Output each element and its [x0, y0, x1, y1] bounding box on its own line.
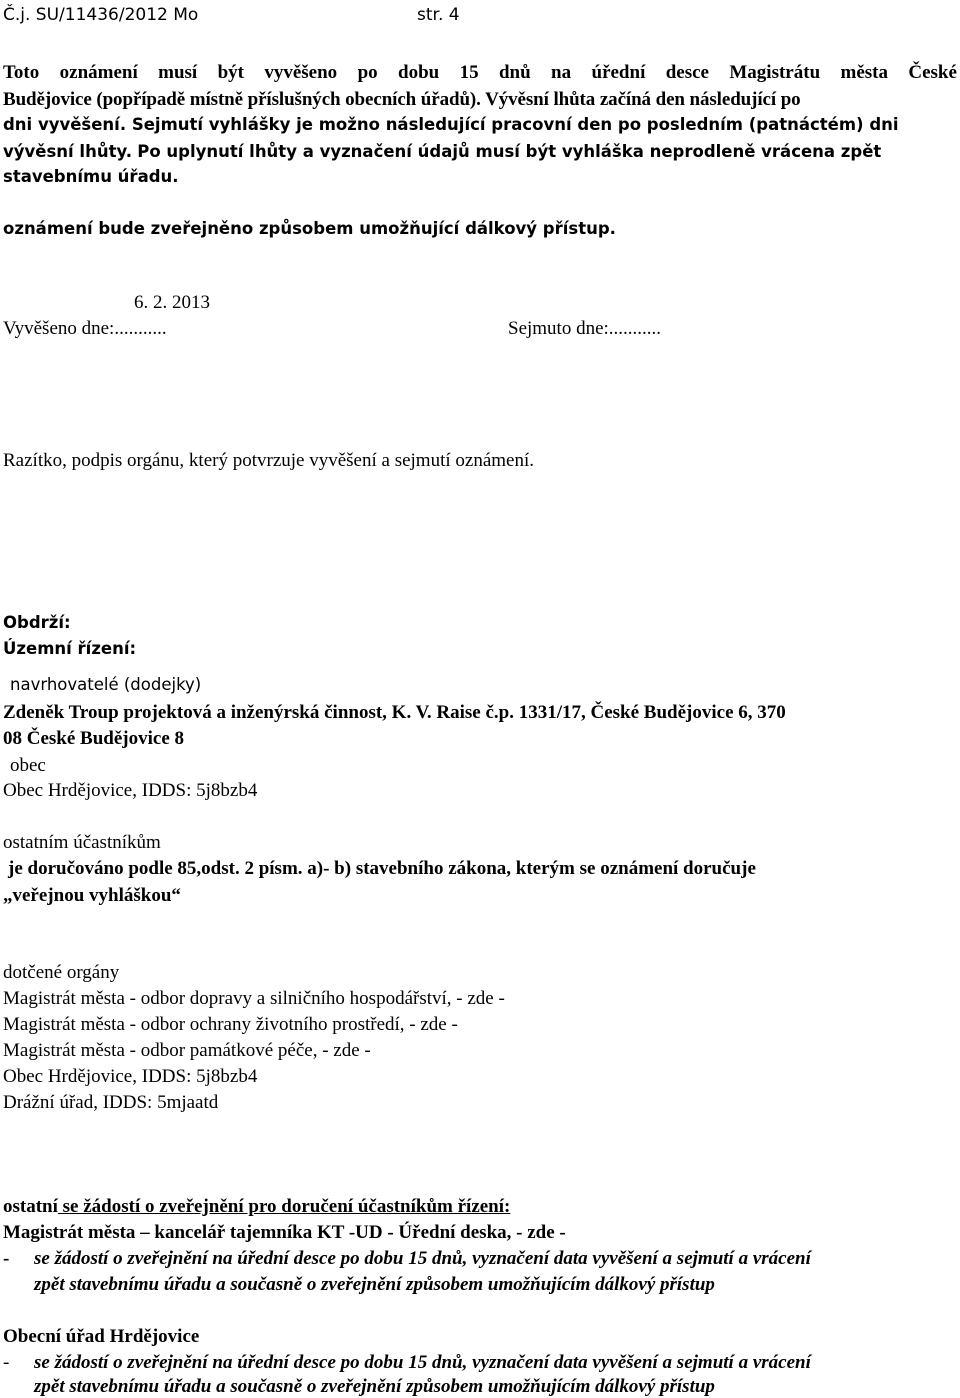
posted-label: Vyvěšeno dne:...........	[3, 318, 167, 339]
municipality-label: obec	[10, 755, 46, 776]
notice-word: České	[908, 62, 957, 83]
others-label: ostatním účastníkům	[3, 832, 161, 853]
office-1-request-line-1: se žádostí o zveřejnění na úřední desce po dobu 15 dnů, vyznačení data vyvěšení a sejmutí a vrácení	[34, 1248, 811, 1269]
office-1: Magistrát města – kancelář tajemníka KT -UD - Úřední deska, - zde -	[3, 1222, 566, 1243]
notice-word: vyvěšeno	[264, 62, 338, 83]
notice-line-4: vývěsní lhůty. Po uplynutí lhůty a vyznačení údajů musí být vyhláška neprodleně vrácena zpět	[3, 142, 882, 161]
page-number: str. 4	[417, 5, 460, 25]
notice-word: desce	[665, 62, 709, 83]
office-1-dash: -	[3, 1248, 10, 1269]
notice-word: na	[551, 62, 572, 83]
notice-word: musí	[158, 62, 198, 83]
remote-access-note: oznámení bude zveřejněno způsobem umožňující dálkový přístup.	[3, 219, 616, 238]
notice-line-2: Budějovice (popřípadě místně příslušných obecních úřadů). Vývěsní lhůta začíná den následující po	[3, 89, 801, 110]
proposer-line-2: 08 České Budějovice 8	[3, 728, 185, 749]
notice-word: dobu	[398, 62, 440, 83]
notice-word: 15	[459, 62, 479, 83]
section-title: Územní řízení:	[3, 639, 137, 658]
notice-word: úřední	[591, 62, 646, 83]
authority-item: Drážní úřad, IDDS: 5mjaatd	[3, 1092, 219, 1113]
publication-label: ostatní se žádostí o zveřejnění pro doručení účastníkům řízení:	[3, 1196, 511, 1217]
notice-line-1	[3, 62, 957, 84]
authority-item: Magistrát města - odbor památkové péče, - zde -	[3, 1040, 371, 1061]
notice-word: dnů	[498, 62, 531, 83]
proposer-line-1: Zdeněk Troup projektová a inženýrská činnost, K. V. Raise č.p. 1331/17, České Budějovice 6, 370	[3, 702, 786, 723]
authority-item: Magistrát města - odbor dopravy a silničního hospodářství, - zde -	[3, 988, 505, 1009]
office-2-request-line-2: zpět stavebnímu úřadu a současně o zveřejnění způsobem umožňujícím dálkový přístup	[34, 1376, 715, 1397]
authority-item: Magistrát města - odbor ochrany životního prostředí, - zde -	[3, 1014, 458, 1035]
office-2: Obecní úřad Hrdějovice	[3, 1326, 200, 1347]
notice-word: města	[840, 62, 888, 83]
reference-number: Č.j. SU/11436/2012 Mo	[3, 5, 199, 25]
proposers-label: navrhovatelé (dodejky)	[10, 675, 202, 694]
office-1-request-line-2: zpět stavebnímu úřadu a současně o zveřejnění způsobem umožňujícím dálkový přístup	[34, 1274, 715, 1295]
notice-word: oznámení	[59, 62, 138, 83]
delivery-line-1: je doručováno podle 85,odst. 2 písm. a)- b) stavebního zákona, kterým se oznámení doručuje	[8, 858, 756, 879]
removed-label: Sejmuto dne:...........	[508, 318, 662, 339]
delivery-line-2: „veřejnou vyhláškou“	[3, 885, 181, 906]
posted-date: 6. 2. 2013	[134, 292, 210, 313]
office-2-dash: -	[3, 1352, 10, 1373]
office-2-request-line-1: se žádostí o zveřejnění na úřední desce po dobu 15 dnů, vyznačení data vyvěšení a sejmutí a vrácení	[34, 1352, 811, 1373]
recipients-heading: Obdrží:	[3, 613, 71, 632]
authorities-label: dotčené orgány	[3, 962, 120, 983]
notice-word: být	[217, 62, 244, 83]
notice-line-3: dni vyvěšení. Sejmutí vyhlášky je možno následující pracovní den po posledním (patnáctém) dni	[3, 115, 899, 134]
notice-word: Toto	[3, 62, 40, 83]
notice-word: po	[357, 62, 378, 83]
notice-word: Magistrátu	[729, 62, 821, 83]
notice-line-5: stavebnímu úřadu.	[3, 167, 179, 186]
authority-item: Obec Hrdějovice, IDDS: 5j8bzb4	[3, 1066, 258, 1087]
municipality: Obec Hrdějovice, IDDS: 5j8bzb4	[3, 780, 258, 801]
stamp-note: Razítko, podpis orgánu, který potvrzuje vyvěšení a sejmutí oznámení.	[3, 450, 534, 471]
